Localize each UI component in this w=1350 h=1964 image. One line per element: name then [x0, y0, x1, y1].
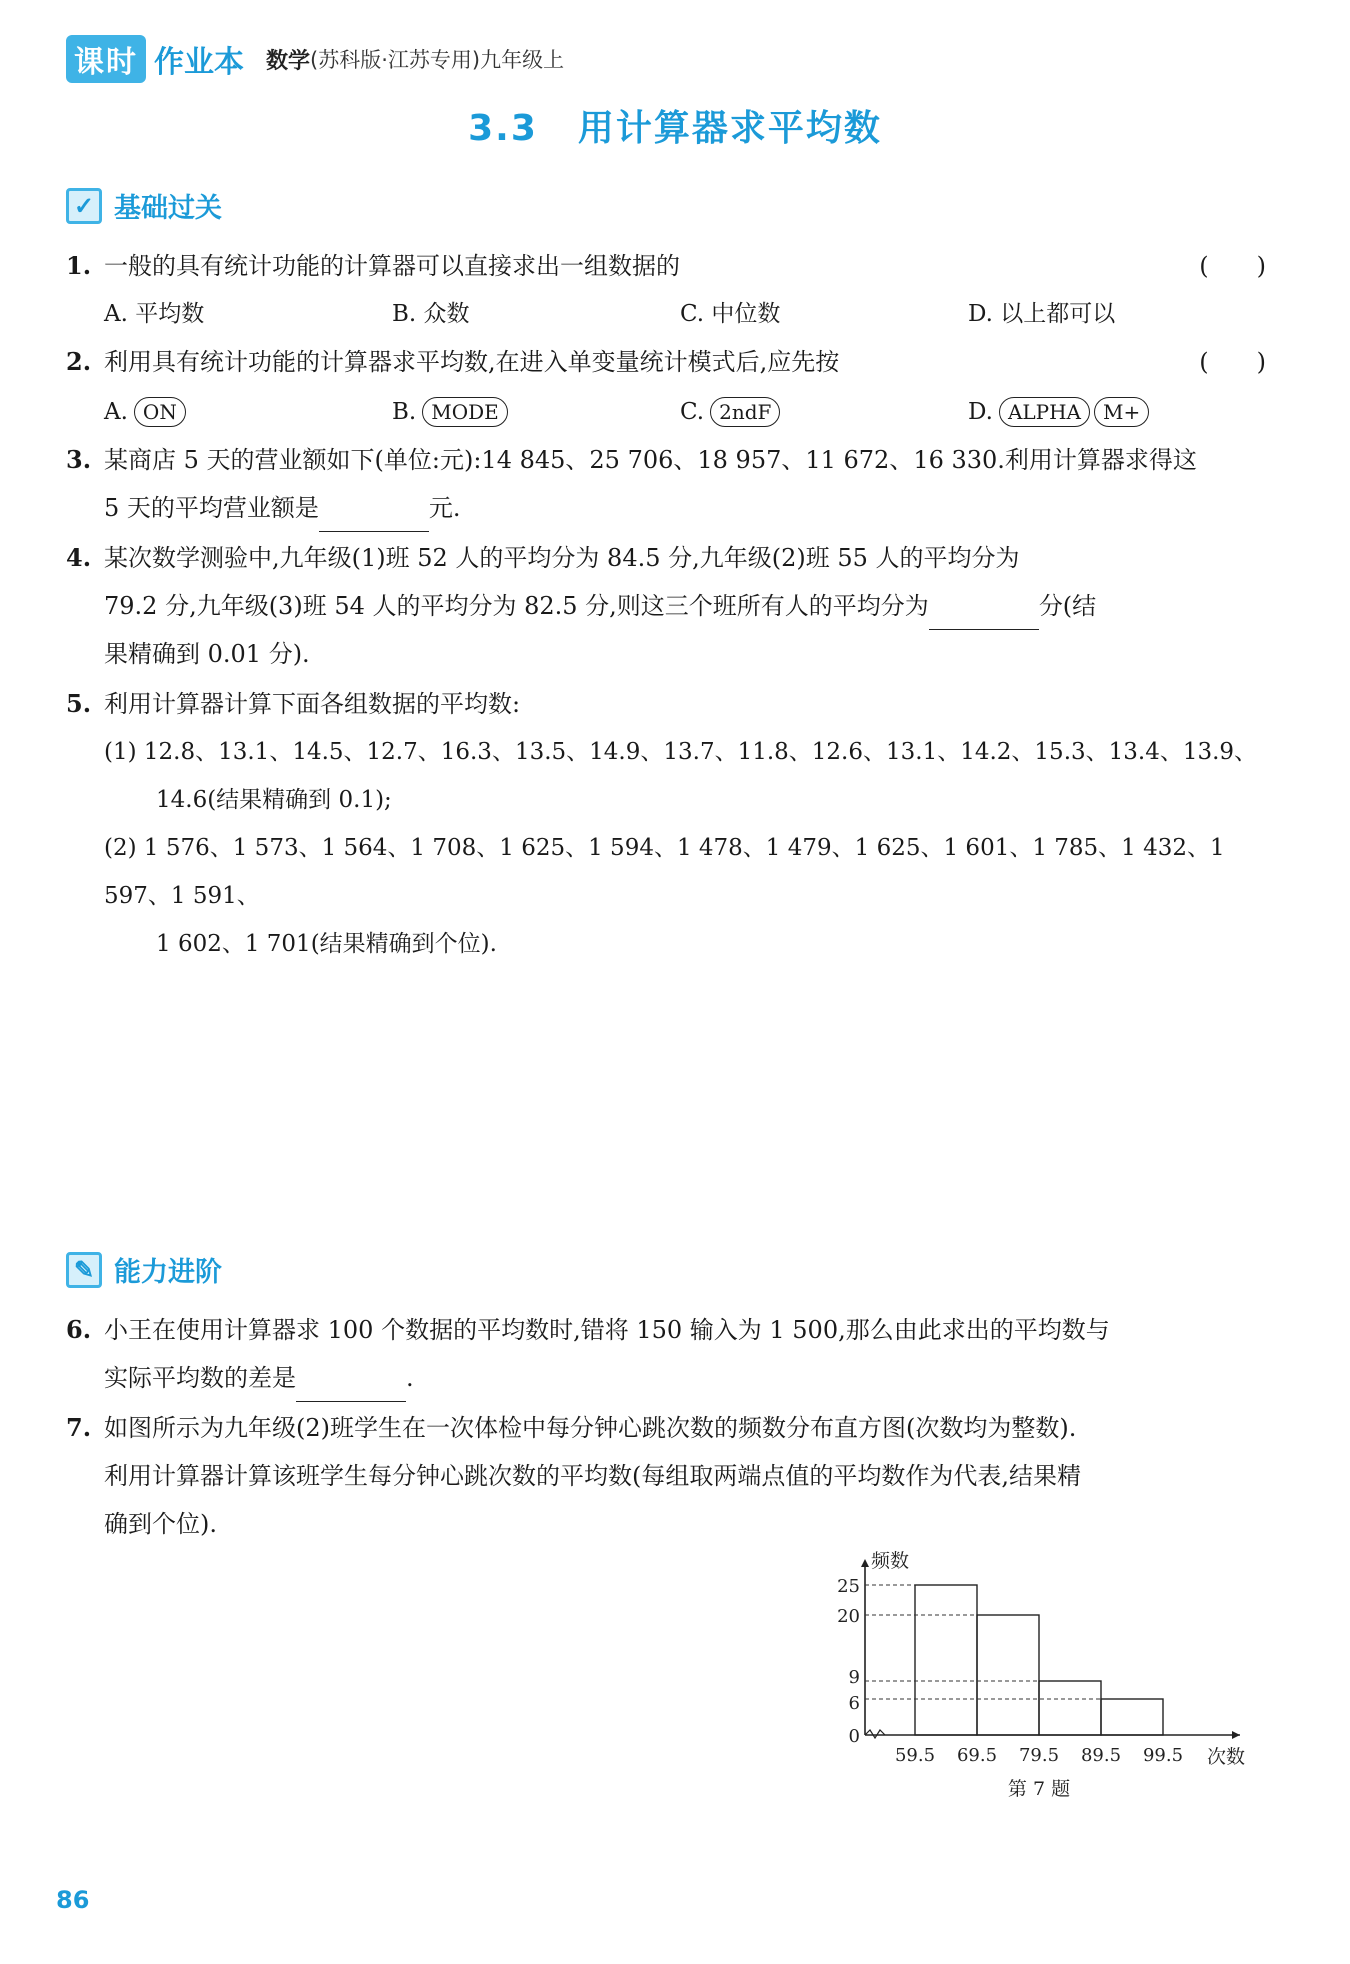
x-tick-label: 59.5 [894, 1745, 936, 1766]
option-b [392, 388, 508, 436]
question-text-line2 [66, 484, 1266, 532]
section-advanced [66, 1250, 222, 1289]
option-letter: A. [104, 399, 128, 425]
question-number: 1. [66, 251, 92, 280]
section-advanced-label: 能力进阶 [114, 1257, 222, 1288]
part-1-line2: 14.6(结果精确到 0.1); [156, 787, 392, 813]
answer-paren: ( ) [1199, 348, 1266, 376]
text: 79.2 分,九年级(3)班 54 人的平均分为 82.5 分,则这三个班所有人的平均分为 [104, 592, 929, 620]
question-1-options [104, 290, 1204, 338]
key-mode: MODE [422, 397, 508, 427]
section-basic-label: 基础过关 [114, 193, 222, 224]
question-2 [66, 338, 1266, 386]
question-text-line2 [66, 582, 1266, 630]
y-tick-label: 0 [848, 1726, 860, 1747]
question-text-line3: 果精确到 0.01 分). [104, 640, 310, 668]
answer-paren: ( ) [1199, 252, 1266, 280]
y-tick-label: 25 [837, 1576, 860, 1597]
option-letter: C. [680, 399, 705, 425]
question-number: 3. [66, 445, 92, 474]
histogram-bar [977, 1615, 1039, 1735]
x-tick-label: 79.5 [1018, 1745, 1060, 1766]
page-title [0, 100, 1350, 151]
logo: 课时 [66, 35, 146, 83]
x-tick-label: 89.5 [1080, 1745, 1122, 1766]
question-5 [66, 680, 1266, 728]
option-c [680, 388, 780, 436]
question-text: 一般的具有统计功能的计算器可以直接求出一组数据的 [104, 252, 680, 280]
question-number: 2. [66, 347, 92, 376]
question-text-line1: 小王在使用计算器求 100 个数据的平均数时,错将 150 输入为 1 500,那么由此求出的平均数与 [104, 1316, 1110, 1344]
text: 实际平均数的差是 [104, 1364, 296, 1392]
key-on: ON [134, 397, 186, 427]
axis-break [865, 1730, 885, 1738]
key-2ndf: 2ndF [710, 397, 780, 427]
question-7 [66, 1404, 1266, 1548]
histogram-bar [915, 1585, 977, 1735]
header-subject: 数学 [266, 48, 311, 74]
text: 分(结 [1038, 592, 1097, 620]
option-d: D. 以上都可以 [968, 301, 1116, 327]
question-text: 利用计算器计算下面各组数据的平均数: [104, 690, 521, 718]
header [66, 38, 564, 80]
question-number: 4. [66, 543, 92, 572]
question-text-line3: 确到个位). [104, 1510, 217, 1538]
question-number: 6. [66, 1315, 92, 1344]
question-5-part-1 [104, 728, 1264, 824]
question-text: 利用具有统计功能的计算器求平均数,在进入单变量统计模式后,应先按 [104, 348, 840, 376]
checkmark-icon: ✓ [66, 188, 102, 224]
option-b: B. 众数 [392, 301, 470, 327]
option-letter: B. [392, 399, 417, 425]
question-text-line2 [66, 1354, 1266, 1402]
key-alpha: ALPHA [999, 397, 1090, 427]
y-tick-label: 6 [848, 1693, 860, 1714]
x-axis-label: 次数 [1206, 1746, 1245, 1768]
option-c: C. 中位数 [680, 301, 781, 327]
question-number: 5. [66, 689, 92, 718]
question-2-options [104, 388, 1204, 436]
text: 元. [428, 494, 461, 522]
option-a [104, 388, 186, 436]
question-5-part-2 [104, 824, 1264, 968]
question-text-line1: 某次数学测验中,九年级(1)班 52 人的平均分为 84.5 分,九年级(2)班 55 人的平均分为 [104, 544, 1020, 572]
header-edition: (苏科版·江苏专用)九年级上 [310, 48, 565, 72]
page-number: 86 [56, 1886, 90, 1914]
part-1-line1: (1) 12.8、13.1、14.5、12.7、16.3、13.5、14.9、13.7、11.8、12.6、13.1、14.2、15.3、13.4、13.9、 [104, 739, 1258, 765]
question-number: 7. [66, 1413, 92, 1442]
question-text-line1: 某商店 5 天的营业额如下(单位:元):14 845、25 706、18 957、11 672、16 330.利用计算器求得这 [104, 446, 1197, 474]
question-text-line1: 如图所示为九年级(2)班学生在一次体检中每分钟心跳次数的频数分布直方图(次数均为整数). [104, 1414, 1077, 1442]
y-tick-label: 9 [848, 1667, 860, 1688]
answer-blank [319, 501, 429, 532]
figure-caption: 第 7 题 [1007, 1778, 1071, 1800]
answer-blank [929, 599, 1039, 630]
pencil-icon: ✎ [66, 1252, 102, 1288]
question-6 [66, 1306, 1266, 1402]
histogram-bar [1101, 1699, 1163, 1735]
text: 5 天的平均营业额是 [104, 494, 319, 522]
x-axis-arrow [1232, 1731, 1240, 1739]
option-a: A. 平均数 [104, 301, 205, 327]
y-tick-label: 20 [837, 1606, 860, 1627]
option-d [968, 388, 1149, 436]
question-4 [66, 534, 1266, 678]
section-basic [66, 186, 222, 225]
y-axis-label: 频数 [871, 1550, 910, 1572]
answer-blank [296, 1371, 406, 1402]
question-3 [66, 436, 1266, 532]
option-letter: D. [968, 399, 993, 425]
question-1 [66, 242, 1266, 290]
question-text-line2: 利用计算器计算该班学生每分钟心跳次数的平均数(每组取两端点值的平均数作为代表,结果精 [104, 1462, 1081, 1490]
x-tick-label: 69.5 [956, 1745, 998, 1766]
text: . [406, 1364, 414, 1392]
key-m-plus: M+ [1094, 397, 1149, 427]
frequency-histogram [820, 1540, 1260, 1800]
brand-name: 作业本 [154, 45, 244, 80]
title-text: 用计算器求平均数 [577, 108, 882, 149]
y-axis-arrow [861, 1559, 869, 1567]
x-tick-label: 99.5 [1142, 1745, 1184, 1766]
title-number: 3.3 [468, 108, 538, 149]
part-2-line2: 1 602、1 701(结果精确到个位). [156, 931, 497, 957]
histogram-bar [1039, 1681, 1101, 1735]
part-2-line1: (2) 1 576、1 573、1 564、1 708、1 625、1 594、1 478、1 479、1 625、1 601、1 785、1 432、1 597、1 591、 [104, 835, 1225, 909]
